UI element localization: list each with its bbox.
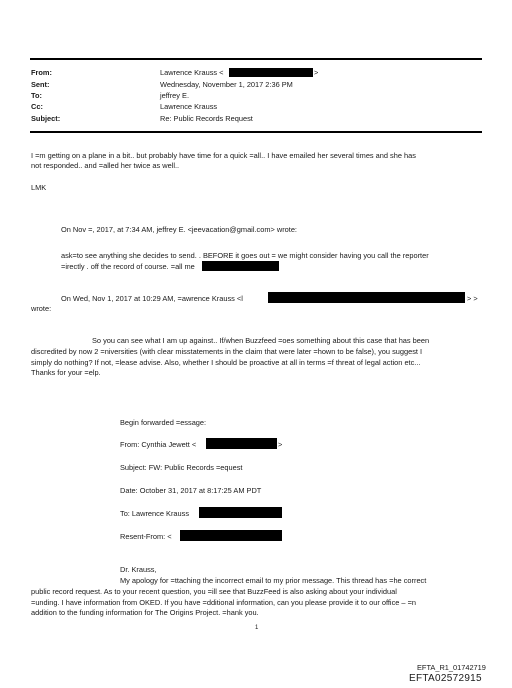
quote-attribution: On Nov =, 2017, at 7:34 AM, jeffrey E. <jeevacation@gmail.com> wrote: — [61, 225, 297, 234]
body-line: I =m getting on a plane in a bit.. but probably have time for a quick =all.. I have emailed her several times and she has — [31, 151, 416, 160]
subject-label: Subject: — [31, 114, 61, 123]
body-line: So you can see what I am up against.. If/when Buzzfeed =oes something about this case that has been — [92, 336, 430, 345]
redaction-block — [180, 530, 282, 541]
page-number: 1 — [255, 625, 259, 631]
redaction-block — [229, 68, 313, 77]
redaction-block — [199, 507, 282, 518]
footer-id: EFTA02572915 — [409, 673, 482, 684]
header-bottom-rule — [30, 131, 482, 133]
from-value: Lawrence Krauss < — [160, 68, 224, 77]
body-line: Thanks for your =elp. — [31, 368, 101, 377]
body-line: addition to the funding information for The Origins Project. =hank you. — [31, 608, 259, 617]
cc-value: Lawrence Krauss — [160, 102, 218, 111]
to-label: To: — [31, 91, 42, 100]
sent-value: Wednesday, November 1, 2017 2:36 PM — [160, 80, 293, 89]
header-top-rule — [30, 58, 482, 60]
forward-to: To: Lawrence Krauss — [120, 509, 190, 518]
forward-date: Date: October 31, 2017 at 8:17:25 AM PDT — [120, 486, 262, 495]
body-line: not responded.. and =alled her twice as well.. — [31, 161, 180, 170]
forward-from: From: Cynthia Jewett < — [120, 440, 197, 449]
redaction-block — [206, 438, 277, 449]
quote-attribution: On Wed, Nov 1, 2017 at 10:29 AM, =awrence Krauss <l — [61, 294, 243, 303]
cc-label: Cc: — [31, 102, 43, 111]
body-line: simply do nothing? If not, =lease advise. Also, whether I should be proactive at all in terms =f threat of legal action etc... — [31, 358, 421, 367]
from-label: From: — [31, 68, 52, 77]
body-line: wrote: — [31, 304, 52, 313]
forward-intro: Begin forwarded =essage: — [120, 418, 207, 427]
body-line: =irectly . off the record of course. =all me — [61, 262, 195, 271]
redaction-block — [202, 261, 279, 271]
body-line: public record request. As to your recent question, you =ill see that BuzzFeed is also asking about your individual — [31, 587, 397, 596]
body-line: LMK — [31, 183, 47, 192]
forward-from-end: > — [278, 440, 283, 449]
from-value-end: > — [314, 68, 319, 77]
redaction-block — [268, 292, 465, 303]
salutation: Dr. Krauss, — [120, 565, 157, 574]
body-line: discredited by now 2 =niversities (with clear misstatements in the claim that were later =hown to be false), you suggest I — [31, 347, 423, 356]
to-value: jeffrey E. — [160, 91, 190, 100]
body-line: ask=to see anything she decides to send. . BEFORE it goes out = we might consider having you call the reporter — [61, 251, 429, 260]
body-line: =unding. I have information from OKED. If you have =dditional information, can you please provide it to our office – =n — [31, 598, 417, 607]
quote-attribution-end: > > — [467, 294, 478, 303]
body-line: My apology for =ttaching the incorrect email to my prior message. This thread has =he correct — [120, 576, 427, 585]
forward-subject: Subject: FW: Public Records =equest — [120, 463, 243, 472]
footer-id-r1: EFTA_R1_01742719 — [417, 663, 486, 672]
forward-resent: Resent-From: < — [120, 532, 172, 541]
subject-value: Re: Public Records Request — [160, 114, 253, 123]
sent-label: Sent: — [31, 80, 50, 89]
